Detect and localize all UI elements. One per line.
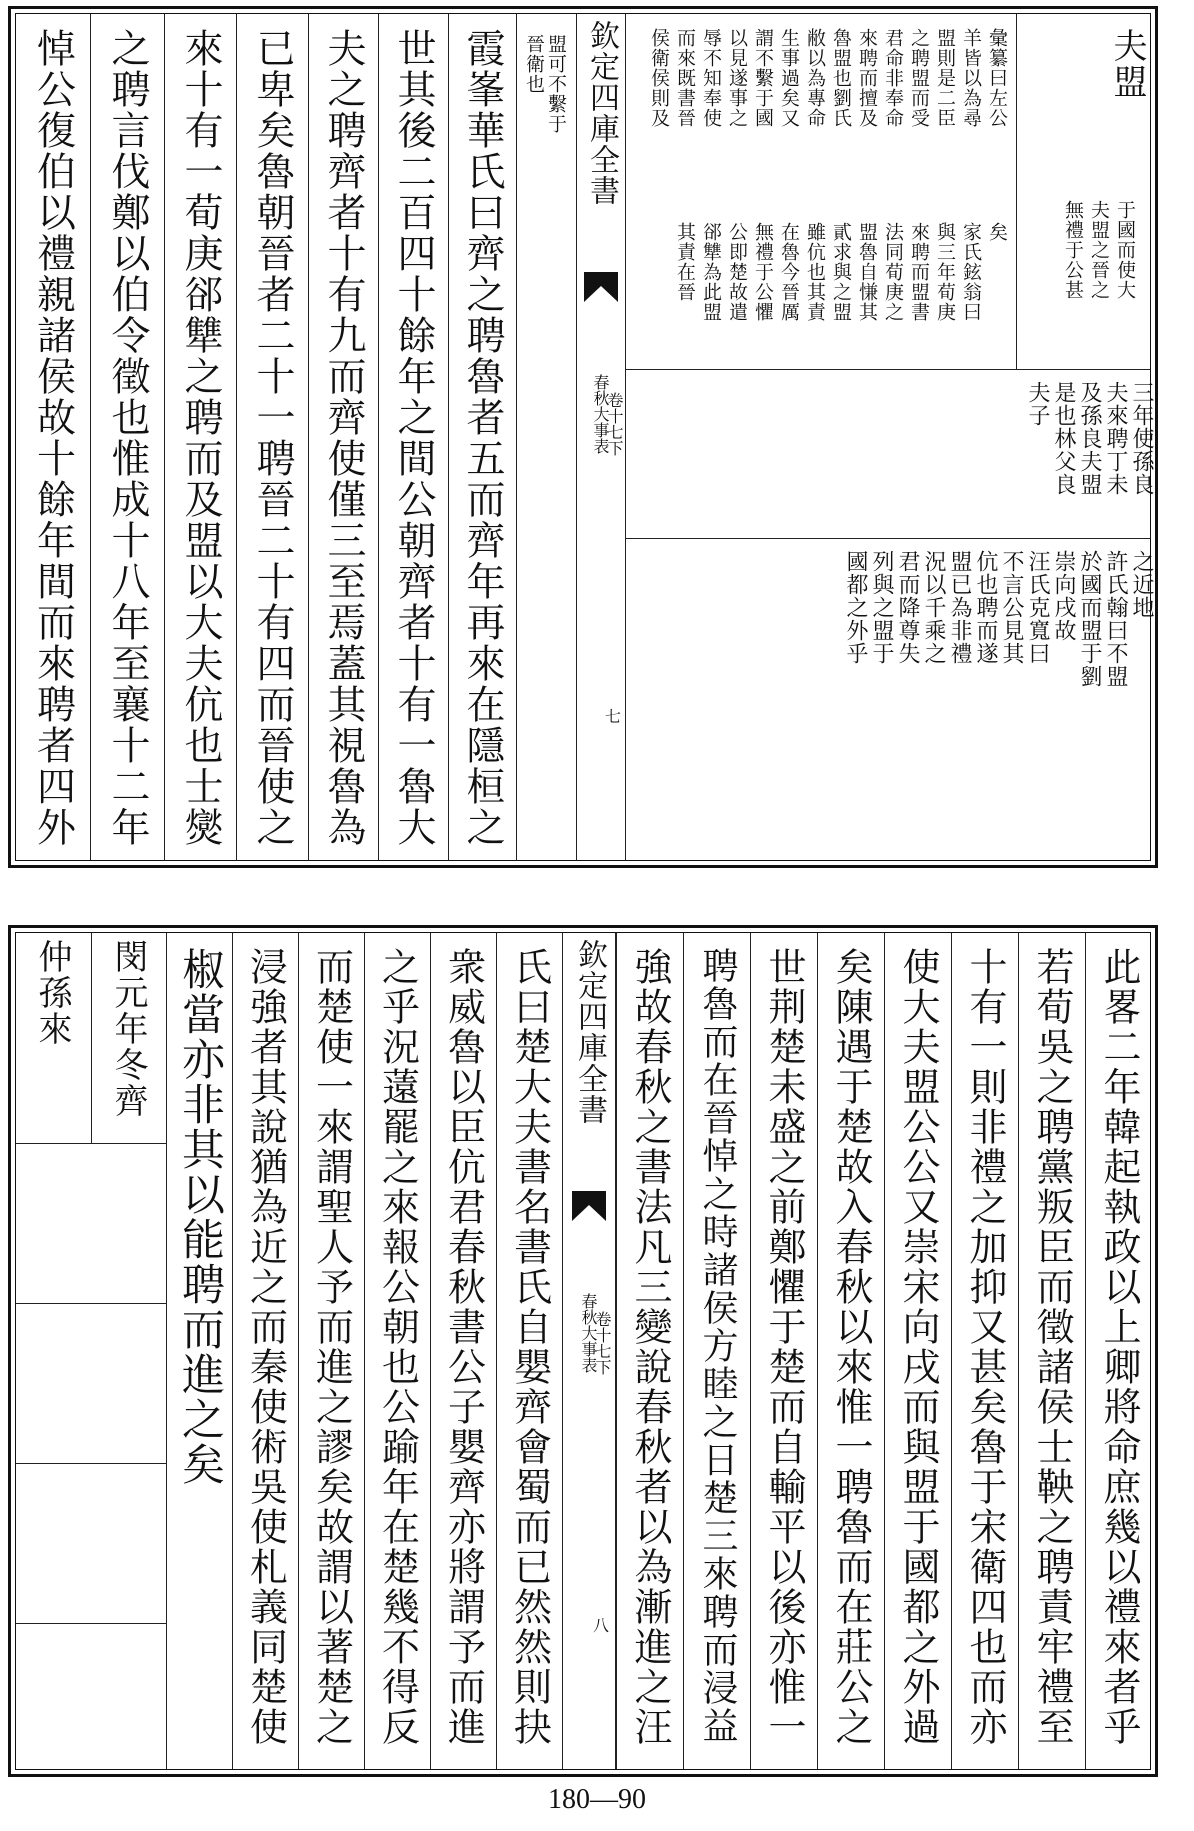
bottom-right-col-1: 此畧二年韓起執政以上卿將命庶幾以禮來者乎 (1085, 933, 1152, 1769)
top-page (8, 6, 1158, 868)
bottom-left-col-4: 而楚使一來謂聖人予而進之謬矣故謂以著楚之 (298, 933, 364, 1769)
bottom-left-col-3: 之乎況薳罷之來報公朝也公踰年在楚幾不得反 (364, 933, 430, 1769)
page-number: 180—90 (548, 1784, 646, 1815)
bottom-table (16, 933, 167, 1769)
top-notes-table (626, 14, 1154, 860)
bottom-right-col-8: 強故春秋之書法凡三變說春秋者以為漸進之汪 (616, 933, 683, 1769)
running-head-bottom: 春秋大事表 (579, 1293, 598, 1373)
small-note-1: 盟可不繫于 (545, 34, 567, 134)
bottom-right-col-3: 十有一則非禮之加抑又甚矣魯于宋衛四也而亦 (951, 933, 1018, 1769)
leaf-number-bottom: 八 (593, 1616, 610, 1635)
top-main-col-5: 來十有一荀庚郤犨之聘而及盟以大夫伉也士爕 (164, 14, 236, 860)
bottom-page (8, 925, 1158, 1777)
bottom-right-col-4: 使大夫盟公公又崇宋向戌而與盟于國都之外過 (884, 933, 951, 1769)
top-right-header: 夫盟 于國而使大 夫盟之晉之 無禮于公甚 (1062, 28, 1147, 300)
bottom-right-col-6: 世荆楚未盛之前鄭懼于楚而自輸平以後亦惟一 (750, 933, 817, 1769)
notes-row-3: 三年使孫良 夫來聘丁未 及孫良夫盟 是也林父良 夫子 (1025, 381, 1154, 496)
volume-label-bottom: 卷十七下 (593, 1311, 612, 1375)
bottom-left-col-6: 椒當亦非其以能聘而進之矣 (166, 933, 232, 1769)
book-title: 欽定四庫全書 (584, 20, 619, 206)
top-center-gutter (576, 14, 626, 860)
notes-row-2: 矣 家氏鉉翁曰 與三年荀庚 來聘而盟書 法同荀庚之 盟魯自慊其 貳求與之盟 雖伉也其責 在魯今晉厲 無禮于公懼 公即楚故遣 郤犨為此盟 其責在晉 (674, 222, 1008, 322)
bottom-center-gutter (562, 933, 616, 1769)
notes-row-1: 彙纂曰左公 羊皆以為尋 盟則是二臣 之聘盟而受 君命非奉命 來聘而擅及 魯盟也劉氏 敝以為專命 生事過矣又 謂不繫于國 以見遂事之 辱不知奉使 而來既書晉 侯衛侯則及 (648, 28, 1008, 128)
fish-tail-mark (584, 272, 618, 302)
top-main-col-1: 霞峯華氏曰齊之聘魯者五而齊年再來在隱桓之 (448, 14, 516, 860)
bottom-left-col-2: 衆威魯以臣伉君春秋書公子嬰齊亦將謂予而進 (430, 933, 496, 1769)
top-main-col-3: 夫之聘齊者十有九而齊使僅三至焉蓋其視魯為 (308, 14, 378, 860)
top-main-col-2: 世其後二百四十餘年之間公朝齊者十有一魯大 (378, 14, 448, 860)
top-main-col-7: 悼公復伯以禮親諸侯故十餘年間而來聘者四外 (30, 28, 76, 848)
top-small-notes-col (516, 14, 576, 860)
notes-row-4: 之近地 許氏翰曰不盟 於國而盟于劉 崇向戌故 汪氏克寬曰 不言公見其 伉也聘而遂 盟已為非禮 況以千乘之 君而降尊失 列與之盟于 國都之外乎 (843, 550, 1154, 688)
table-first-cell: 仲孫來 (32, 939, 72, 1047)
top-main-col-6: 之聘言伐鄭以伯令徵也惟成十八年至襄十二年 (90, 14, 164, 860)
bottom-right-col-5: 矣陳遇于楚故入春秋以來惟一聘魯而在莊公之 (817, 933, 884, 1769)
bottom-left-col-1: 氏曰楚大夫書名書氏自嬰齊會蜀而已然然則抉 (496, 933, 562, 1769)
running-head: 春秋大事表 (591, 374, 610, 454)
bottom-right-col-7: 聘魯而在晉悼之時諸侯方睦之日楚三來聘而浸益 (683, 933, 750, 1769)
small-note-2: 晉衛也 (523, 34, 545, 94)
table-header: 閔元年冬齊 (108, 939, 148, 1119)
book-title-bottom: 欽定四庫全書 (572, 939, 607, 1125)
bottom-left-col-5: 浸強者其說猶為近之而秦使術吳使札義同楚使 (232, 933, 298, 1769)
fish-tail-mark-bottom (572, 1191, 606, 1221)
bottom-right-col-2: 若荀吳之聘黨叛臣而徵諸侯士鞅之聘責牢禮至 (1018, 933, 1085, 1769)
top-main-col-4: 已卑矣魯朝晉者二十一聘晉二十有四而晉使之 (236, 14, 308, 860)
volume-label: 卷十七下 (605, 392, 624, 456)
leaf-number: 七 (605, 707, 622, 726)
